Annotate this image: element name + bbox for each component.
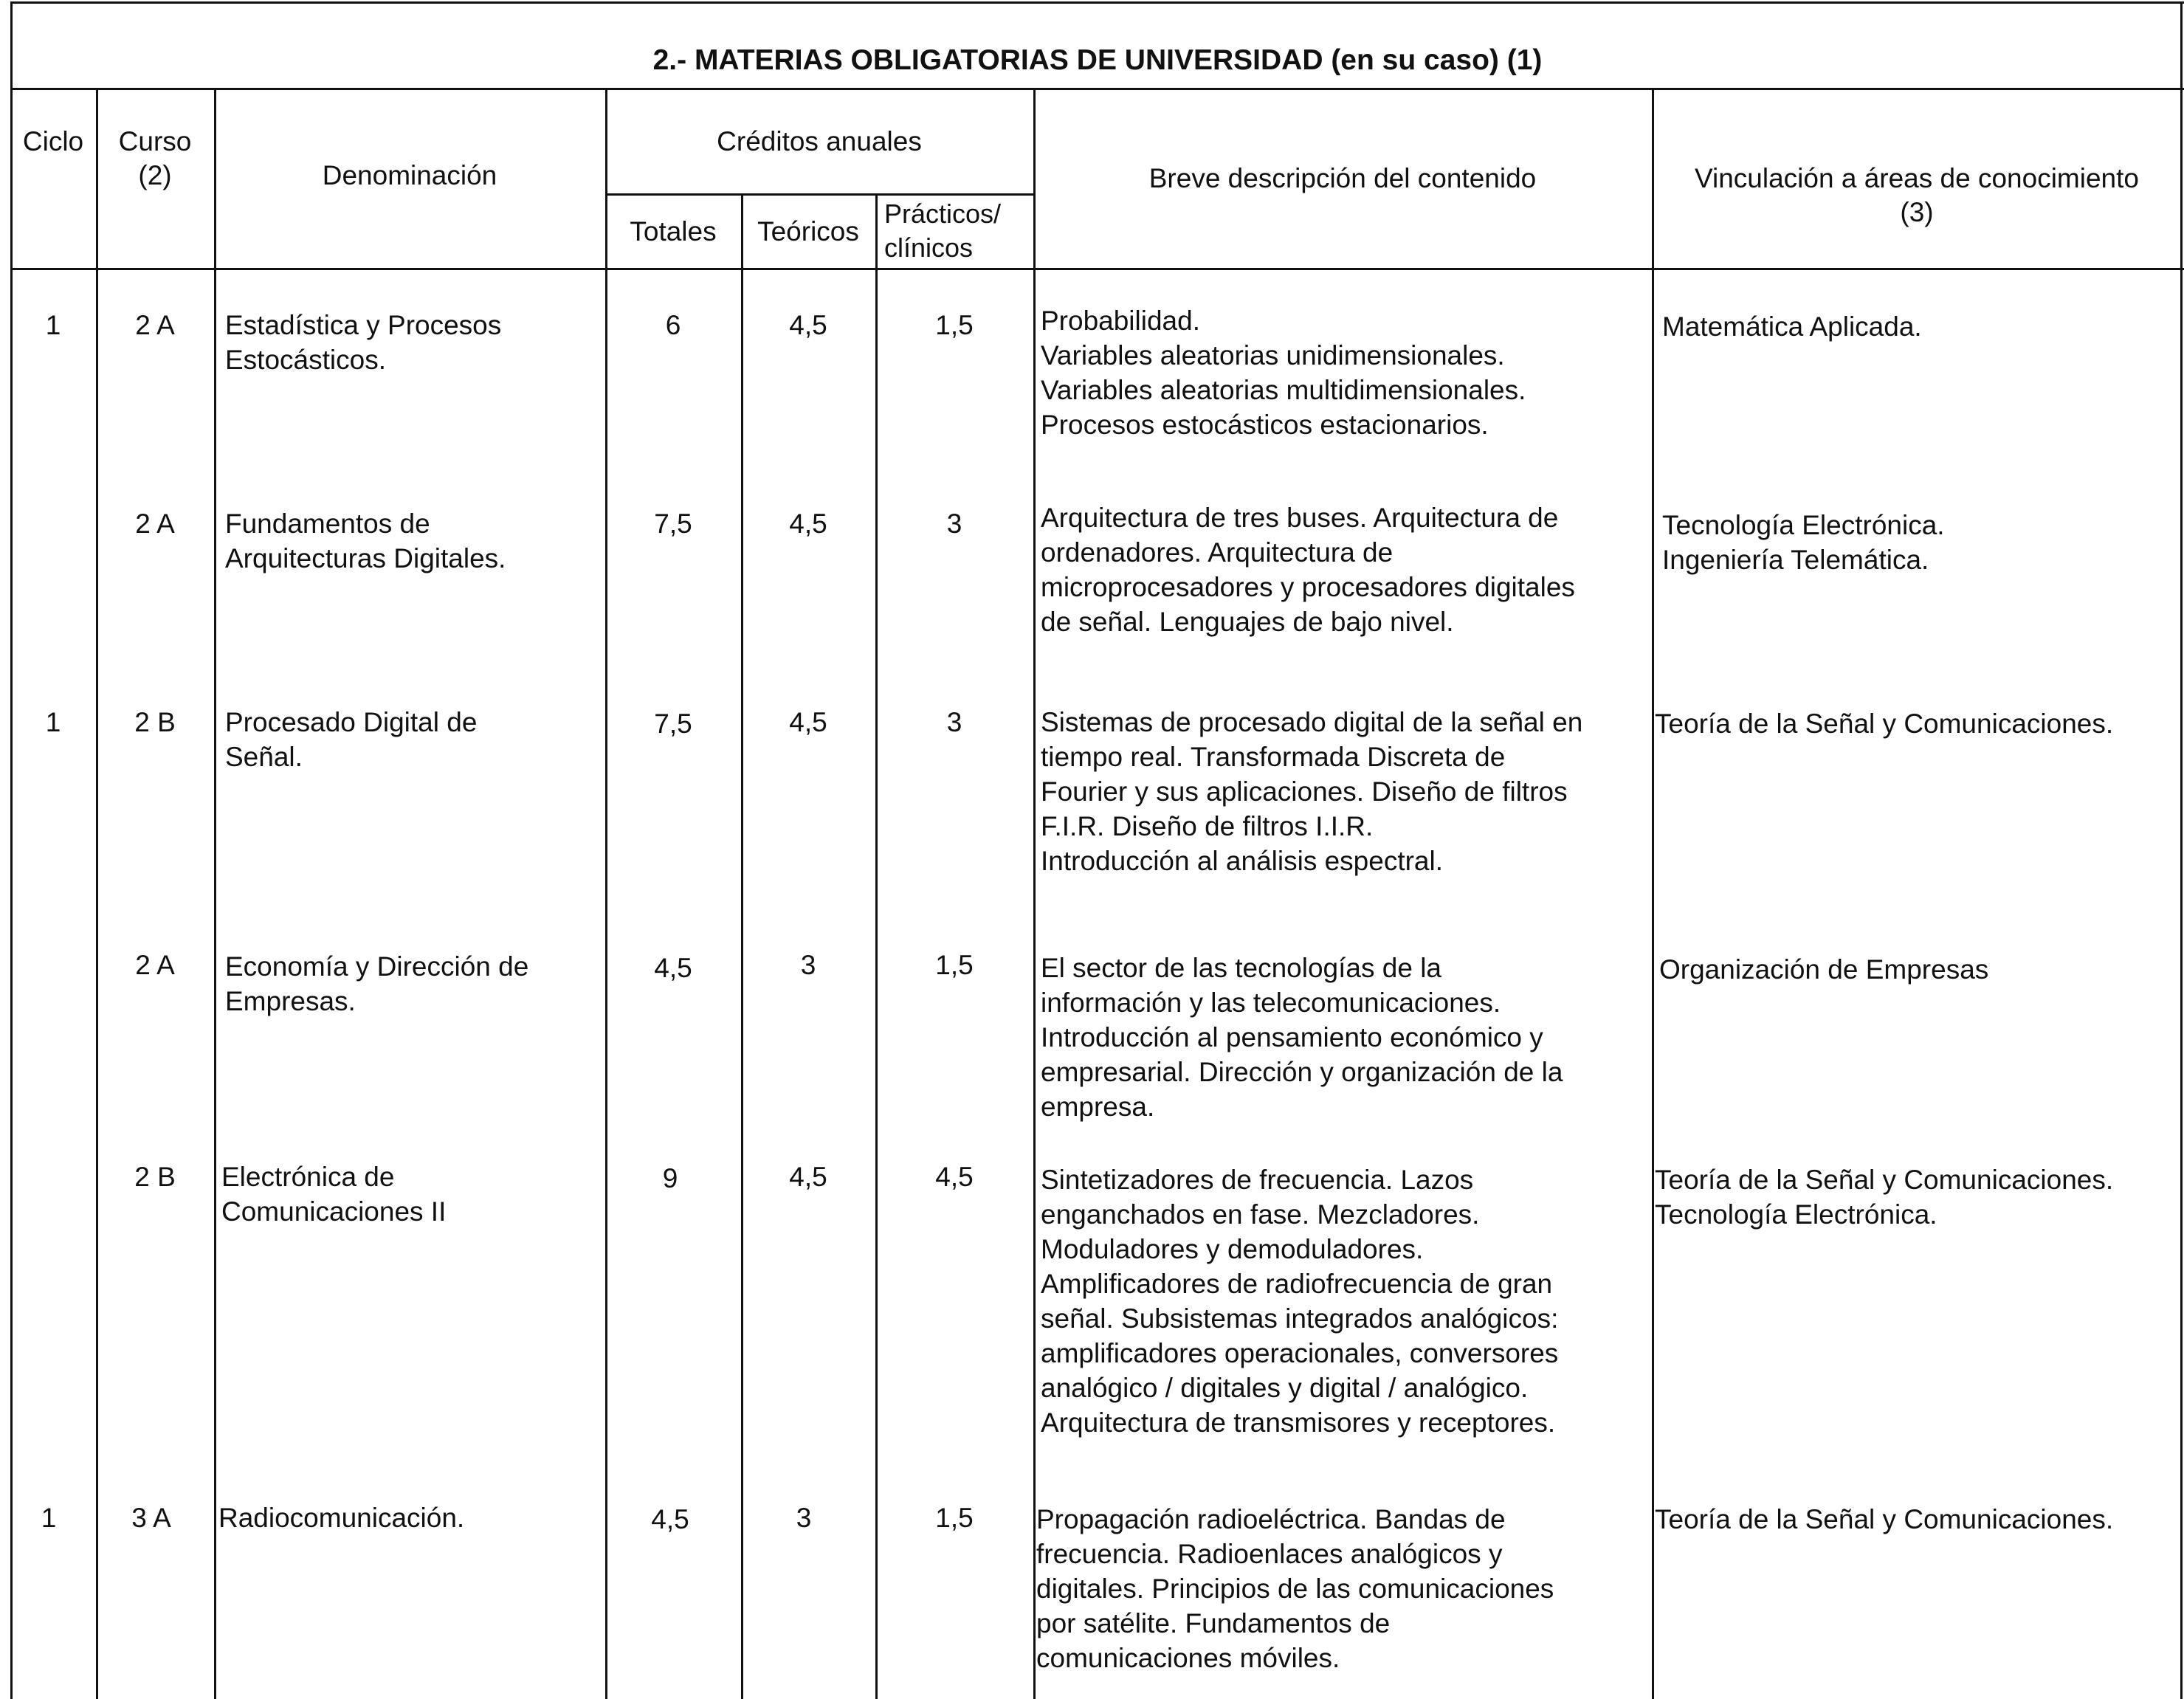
cell-practicos: 4,5: [935, 1162, 974, 1192]
cell-totales: 9: [662, 1163, 678, 1193]
cell-denominacion-line: Empresas.: [225, 986, 356, 1016]
cell-practicos: 1,5: [935, 950, 974, 980]
header-ciclo: Ciclo: [22, 126, 84, 156]
cell-area-line: Teoría de la Señal y Comunicaciones.: [1655, 1165, 2114, 1195]
header-descripcion: Breve descripción del contenido: [1148, 163, 1537, 193]
cell-descripcion-line: digitales. Principios de las comunicaciones: [1036, 1574, 1554, 1604]
cell-denominacion-line: Arquitecturas Digitales.: [225, 543, 506, 573]
col-line-curso: [214, 88, 216, 1699]
cell-descripcion-line: Moduladores y demoduladores.: [1041, 1234, 1424, 1264]
col-line-descripcion: [1652, 88, 1654, 1699]
header-vinculacion: Vinculación a áreas de conocimiento: [1695, 163, 2139, 193]
cell-descripcion-line: Variables aleatorias multidimensionales.: [1041, 375, 1526, 405]
cell-descripcion-line: por satélite. Fundamentos de: [1036, 1608, 1391, 1638]
cell-practicos: 1,5: [935, 310, 974, 340]
cell-area-line: Organización de Empresas: [1659, 954, 1989, 985]
cell-curso: 2 B: [134, 707, 176, 737]
cell-descripcion-line: amplificadores operacionales, conversores: [1041, 1338, 1559, 1368]
col-line-practicos: [1033, 88, 1036, 1699]
cell-area-line: Teoría de la Señal y Comunicaciones.: [1655, 1504, 2114, 1534]
cell-descripcion-line: empresarial. Dirección y organización de la: [1041, 1057, 1563, 1087]
header-teoricos: Teóricos: [757, 216, 859, 247]
cell-teoricos: 3: [800, 950, 816, 980]
cell-descripcion-line: ordenadores. Arquitectura de: [1041, 537, 1394, 568]
cell-practicos: 1,5: [935, 1503, 974, 1533]
cell-area-line: Ingeniería Telemática.: [1662, 545, 1929, 575]
cell-descripcion-line: Arquitectura de tres buses. Arquitectura de: [1041, 503, 1559, 533]
cell-totales: 4,5: [654, 953, 692, 983]
cell-area-line: Matemática Aplicada.: [1662, 311, 1922, 342]
cell-descripcion-line: Introducción al análisis espectral.: [1041, 846, 1444, 876]
cell-ciclo: 1: [41, 1503, 57, 1533]
cell-descripcion-line: microprocesadores y procesadores digitales: [1041, 572, 1575, 602]
cell-denominacion-line: Señal.: [225, 742, 303, 772]
header-bottom-divider: [10, 268, 2184, 270]
col-line-teoricos: [875, 193, 878, 1699]
header-totales: Totales: [630, 216, 717, 247]
cell-teoricos: 4,5: [789, 1162, 827, 1192]
header-denominacion: Denominación: [322, 160, 497, 190]
cell-teoricos: 4,5: [789, 509, 827, 539]
col-line-totales: [741, 193, 743, 1699]
header-curso: Curso: [118, 126, 192, 156]
cell-teoricos: 3: [796, 1503, 812, 1533]
document-title: 2.- MATERIAS OBLIGATORIAS DE UNIVERSIDAD (en su caso) (1): [652, 44, 1543, 76]
table-border-right: [2180, 1, 2183, 1699]
cell-denominacion-line: Economía y Dirección de: [225, 951, 529, 982]
cell-totales: 7,5: [654, 509, 692, 539]
cell-descripcion-line: Procesos estocásticos estacionarios.: [1041, 410, 1489, 440]
header-curso-note: (2): [138, 160, 172, 190]
cell-descripcion-line: Sintetizadores de frecuencia. Lazos: [1041, 1165, 1474, 1195]
cell-descripcion-line: tiempo real. Transformada Discreta de: [1041, 742, 1506, 772]
cell-curso: 2 A: [135, 310, 175, 340]
cell-descripcion-line: F.I.R. Diseño de filtros I.I.R.: [1041, 811, 1374, 841]
cell-denominacion-line: Electrónica de: [221, 1162, 395, 1192]
cell-descripcion-line: de señal. Lenguajes de bajo nivel.: [1041, 607, 1454, 637]
cell-area-line: Tecnología Electrónica.: [1662, 510, 1945, 540]
cell-practicos: 3: [946, 509, 962, 539]
header-clinicos: clínicos: [884, 232, 974, 263]
header-practicos: Prácticos/: [884, 199, 1002, 229]
cell-ciclo: 1: [45, 707, 61, 737]
cell-descripcion-line: Variables aleatorias unidimensionales.: [1041, 340, 1505, 371]
cell-curso: 3 A: [131, 1503, 171, 1533]
cell-denominacion-line: Radiocomunicación.: [218, 1503, 465, 1533]
cell-descripcion-line: enganchados en fase. Mezcladores.: [1041, 1199, 1480, 1230]
cell-denominacion-line: Procesado Digital de: [225, 707, 478, 737]
cell-descripcion-line: Sistemas de procesado digital de la señal en: [1041, 707, 1583, 737]
table-border-top: [10, 1, 2184, 4]
header-vinculacion-note: (3): [1900, 197, 1934, 227]
cell-descripcion-line: Propagación radioeléctrica. Bandas de: [1036, 1504, 1506, 1534]
cell-denominacion-line: Estadística y Procesos: [225, 310, 502, 340]
cell-descripcion-line: frecuencia. Radioenlaces analógicos y: [1036, 1539, 1503, 1569]
cell-area-line: Teoría de la Señal y Comunicaciones.: [1655, 709, 2114, 739]
cell-practicos: 3: [946, 707, 962, 737]
cell-curso: 2 A: [135, 509, 175, 539]
cell-teoricos: 4,5: [789, 310, 827, 340]
title-divider: [10, 88, 2184, 90]
cell-area-line: Tecnología Electrónica.: [1655, 1199, 1937, 1230]
cell-totales: 6: [665, 310, 681, 340]
cell-teoricos: 4,5: [789, 707, 827, 737]
cell-ciclo: 1: [45, 310, 61, 340]
cell-curso: 2 A: [135, 950, 175, 980]
cell-descripcion-line: analógico / digitales y digital / analógico.: [1041, 1373, 1529, 1403]
credits-subheader-divider: [605, 193, 1035, 196]
cell-descripcion-line: Probabilidad.: [1041, 306, 1200, 336]
cell-descripcion-line: Fourier y sus aplicaciones. Diseño de filtros: [1041, 776, 1568, 807]
cell-descripcion-line: empresa.: [1041, 1092, 1155, 1122]
cell-descripcion-line: El sector de las tecnologías de la: [1041, 953, 1441, 983]
cell-denominacion-line: Fundamentos de: [225, 509, 430, 539]
cell-descripcion-line: información y las telecomunicaciones.: [1041, 988, 1501, 1018]
cell-descripcion-line: señal. Subsistemas integrados analógicos:: [1041, 1303, 1559, 1334]
cell-totales: 4,5: [651, 1504, 689, 1534]
cell-descripcion-line: Introducción al pensamiento económico y: [1041, 1022, 1543, 1052]
cell-descripcion-line: Arquitectura de transmisores y receptores.: [1041, 1407, 1556, 1438]
cell-denominacion-line: Estocásticos.: [225, 345, 386, 375]
header-creditos: Créditos anuales: [717, 126, 922, 156]
cell-descripcion-line: comunicaciones móviles.: [1036, 1643, 1340, 1673]
cell-curso: 2 B: [134, 1162, 176, 1192]
cell-denominacion-line: Comunicaciones II: [221, 1196, 447, 1227]
cell-totales: 7,5: [654, 709, 692, 739]
cell-descripcion-line: Amplificadores de radiofrecuencia de gran: [1041, 1269, 1553, 1299]
